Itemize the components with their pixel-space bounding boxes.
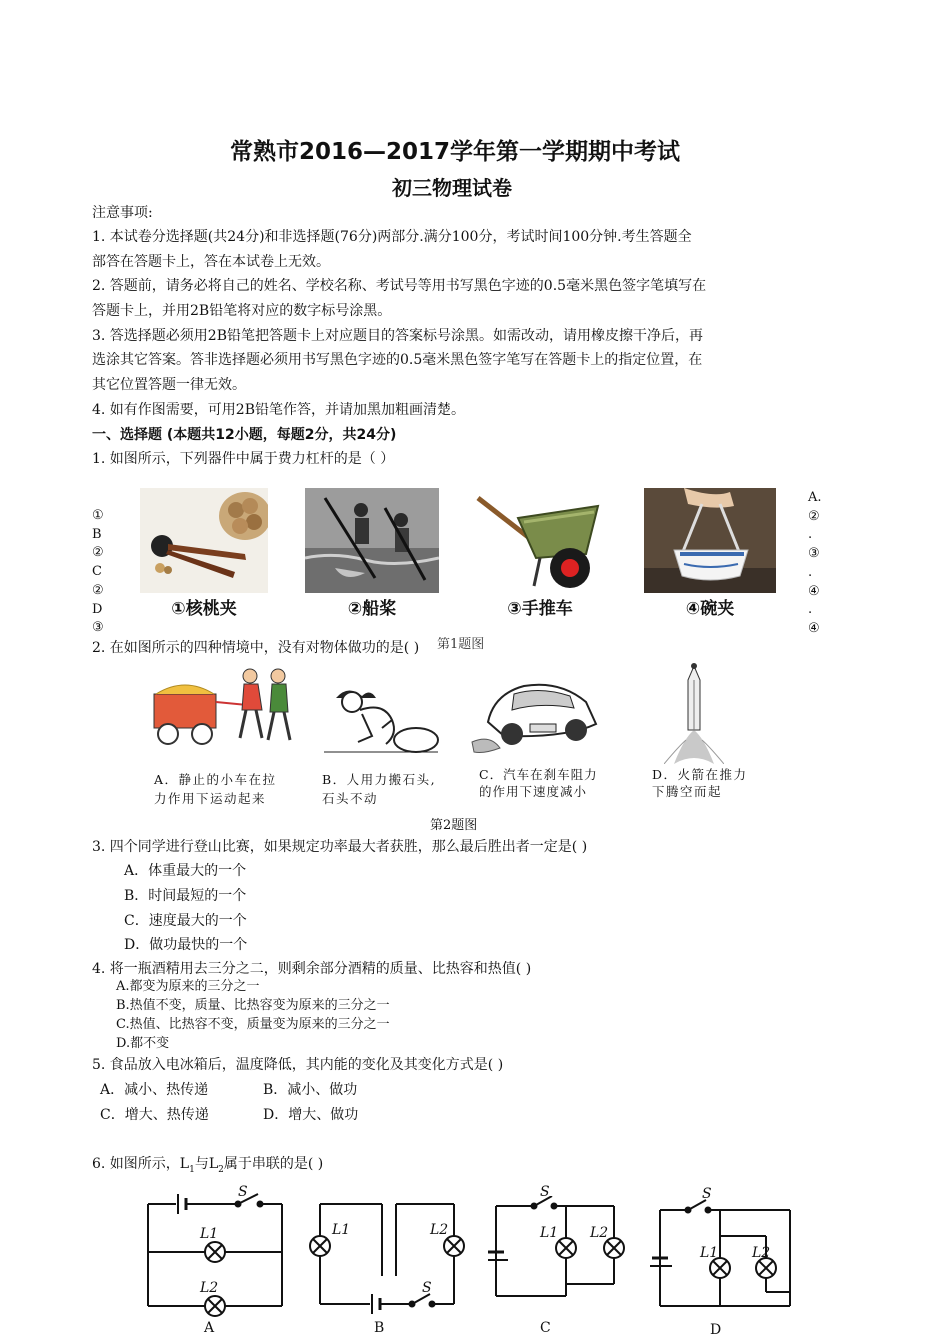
q2-figure-caption: 第2题图 [430, 818, 478, 833]
notes-line: 3. 答选择题必须用2B铅笔把答题卡上对应题目的答案标号涂黑。如需改动，请用橡皮擦干净后，再 [92, 328, 704, 344]
photo-label: ②船桨 [347, 599, 397, 618]
q3-option: A．体重最大的一个 [124, 863, 247, 879]
q4-option: C.热值、比热容不变，质量变为原来的三分之一 [116, 1017, 390, 1032]
notes-line: 4. 如有作图需要，可用2B铅笔作答，并请加黑加粗画清楚。 [92, 402, 466, 418]
rocket-launch-figure [664, 660, 724, 764]
lamp-label: L2 [430, 1222, 449, 1238]
circuit-a-diagram [140, 1186, 290, 1322]
q1-left-options: ① B ② C ② D ③ [92, 508, 104, 636]
photo-label: ④碗夹 [685, 599, 735, 618]
q3-option: B．时间最短的一个 [124, 888, 247, 904]
photo-label: ①核桃夹 [171, 599, 237, 618]
switch-label: S [238, 1184, 248, 1200]
q3-option: C．速度最大的一个 [124, 913, 247, 929]
q5-option: C．增大、热传递 [100, 1107, 209, 1123]
notes-line: 1. 本试卷分选择题(共24分)和非选择题(76分)两部分.满分100分，考试时间100分钟.考生答题全 [92, 229, 692, 245]
moving-stone-figure [322, 684, 440, 756]
notes-line: 2. 答题前，请务必将自己的姓名、学校名称、考试号等用书写黑色字迹的0.5毫米黑色签字笔填写在 [92, 278, 707, 294]
switch-label: S [540, 1184, 550, 1200]
lamp-label: L2 [590, 1225, 609, 1241]
q5-option: B．减小、做功 [263, 1082, 358, 1098]
lamp-label: L1 [332, 1222, 351, 1238]
notes-line: 部答在答题卡上，答在本试卷上无效。 [92, 254, 330, 270]
circuit-b-diagram [306, 1196, 466, 1316]
lamp-label: L2 [752, 1245, 771, 1261]
wheelbarrow-figure [470, 488, 610, 618]
circuit-label: C [540, 1320, 551, 1336]
notes-line: 答题卡上，并用2B铅笔将对应的数字标号涂黑。 [92, 303, 392, 319]
braking-car-figure [470, 672, 602, 756]
section-heading: 一、选择题 (本题共12小题，每题2分，共24分) [92, 427, 397, 443]
oar-icon [305, 488, 439, 593]
circuit-label: D [710, 1322, 722, 1338]
wheelbarrow-icon [470, 488, 610, 593]
nutcracker-figure [140, 488, 268, 618]
notes-line: 选涂其它答案。答非选择题必须用书写黑色字迹的0.5毫米黑色签字笔写在答题卡上的指定位置，在 [92, 352, 703, 368]
question-1-stem: 1. 如图所示，下列器件中属于费力杠杆的是（ ） [92, 451, 395, 467]
page-title: 常熟市2016—2017学年第一学期期中考试 [230, 139, 681, 165]
lamp-label: L1 [700, 1245, 719, 1261]
question-4-stem: 4. 将一瓶酒精用去三分之二，则剩余部分酒精的质量、比热容和热值( ) [92, 961, 532, 977]
q2-caption-c: C．汽车在刹车阻力 的作用下速度减小 [479, 767, 598, 799]
q4-option: D.都不变 [116, 1036, 170, 1051]
circuit-d-diagram [650, 1196, 800, 1320]
notes-line: 其它位置答题一律无效。 [92, 377, 246, 393]
q2-caption-a: A．静止的小车在拉 力作用下运动起来 [154, 772, 277, 806]
q4-option: A.都变为原来的三分之一 [116, 979, 260, 994]
lamp-label: L2 [200, 1280, 219, 1296]
nutcracker-icon [140, 488, 268, 593]
q1-right-options: A. ② . ③ . ④ . ④ [808, 490, 822, 636]
notes-heading: 注意事项: [92, 205, 153, 221]
cart-pulling-figure [150, 662, 300, 748]
q3-option: D．做功最快的一个 [124, 937, 248, 953]
bowl-clip-figure [644, 488, 776, 618]
q4-option: B.热值不变，质量、比热容变为原来的三分之一 [116, 998, 390, 1013]
circuit-c-diagram [488, 1196, 628, 1306]
oar-figure [305, 488, 439, 618]
circuit-label: A [204, 1320, 215, 1336]
circuit-label: B [374, 1320, 385, 1336]
photo-label: ③手推车 [507, 599, 573, 618]
question-3-stem: 3. 四个同学进行登山比赛，如果规定功率最大者获胜，那么最后胜出者一定是( ) [92, 839, 588, 855]
question-5-stem: 5. 食品放入电冰箱后，温度降低，其内能的变化及其变化方式是( ) [92, 1057, 504, 1073]
lamp-label: L1 [200, 1226, 219, 1242]
question-2-stem: 2. 在如图所示的四种情境中，没有对物体做功的是( ) [92, 640, 420, 656]
bowl-clip-icon [644, 488, 776, 593]
lamp-label: L1 [540, 1225, 559, 1241]
switch-label: S [702, 1186, 712, 1202]
page-subtitle: 初三物理试卷 [392, 176, 512, 200]
question-6-stem: 6. 如图所示，$L_1$与$L_2$属于串联的是( ) [92, 1156, 324, 1175]
q2-caption-b: B．人用力搬石头, 石头不动 [322, 772, 437, 806]
q5-option: A．减小、热传递 [100, 1082, 209, 1098]
q5-option: D．增大、做功 [263, 1107, 359, 1123]
q2-caption-d: D．火箭在推力 下腾空而起 [652, 767, 748, 799]
q1-figure-caption: 第1题图 [437, 637, 485, 652]
switch-label: S [422, 1280, 432, 1296]
